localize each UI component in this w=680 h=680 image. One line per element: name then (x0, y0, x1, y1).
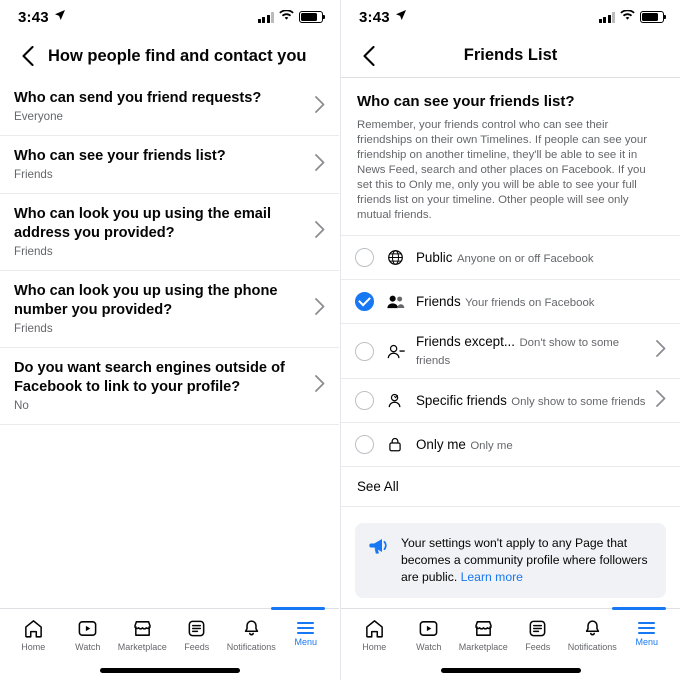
option-friends-except[interactable] (341, 324, 680, 379)
tab-label: Notifications (567, 641, 617, 652)
person-minus-icon (384, 343, 406, 360)
tab-menu[interactable] (620, 622, 675, 647)
chevron-right-icon (315, 298, 325, 320)
person-check-icon (384, 392, 406, 409)
feeds-icon (186, 618, 207, 639)
list-item-text (14, 359, 315, 413)
bell-icon (241, 618, 262, 639)
tab-notifications[interactable] (224, 618, 279, 652)
option-public[interactable] (341, 236, 680, 280)
list-item[interactable] (0, 271, 339, 348)
tab-feeds[interactable] (170, 618, 225, 652)
option-label: Friends (416, 293, 461, 309)
back-chevron-icon (22, 46, 34, 66)
option-label: Only me (416, 436, 466, 452)
status-left-group (359, 8, 407, 26)
cellular-signal-icon (258, 12, 275, 23)
back-button[interactable] (355, 42, 383, 70)
back-chevron-icon (363, 46, 375, 66)
menu-tab-indicator (612, 607, 666, 610)
chevron-right-icon (656, 390, 666, 412)
battery-icon (640, 11, 664, 23)
menu-tab-indicator (271, 607, 325, 610)
location-arrow-icon (54, 8, 66, 26)
tab-marketplace[interactable] (115, 618, 170, 652)
section-heading: Who can see your friends list? (357, 93, 575, 110)
cellular-signal-icon (599, 12, 616, 23)
tab-label: Watch (416, 641, 442, 652)
list-item-text (14, 282, 315, 336)
chevron-right-icon (315, 221, 325, 243)
option-text (416, 436, 666, 454)
list-item-text (14, 205, 315, 259)
back-button[interactable] (14, 42, 42, 70)
tab-watch[interactable] (402, 618, 457, 652)
tab-label: Marketplace (458, 641, 508, 652)
option-sublabel: Your friends on Facebook (465, 296, 595, 309)
status-right-group (599, 8, 665, 26)
section-header (341, 78, 680, 236)
home-icon (364, 618, 385, 639)
bottom-tab-bar (341, 608, 680, 660)
bell-icon (582, 618, 603, 639)
status-left-group (18, 8, 66, 26)
two-people-icon (384, 293, 406, 310)
tab-label: Watch (75, 641, 101, 652)
option-text (416, 293, 666, 311)
friends-list-privacy-panel (341, 78, 680, 608)
option-only-me[interactable] (341, 423, 680, 467)
watch-play-icon (77, 618, 98, 639)
globe-icon (384, 249, 406, 266)
home-indicator (0, 660, 339, 680)
list-item[interactable] (0, 348, 339, 425)
marketplace-store-icon (132, 618, 153, 639)
chevron-right-icon (315, 96, 325, 118)
list-item-title: Do you want search engines outside of Facebook to link to your profile? (14, 360, 285, 395)
bottom-tab-bar (0, 608, 339, 660)
wifi-icon (620, 8, 635, 26)
radio-button[interactable] (355, 391, 374, 410)
list-item-text (14, 147, 236, 182)
lock-icon (384, 436, 406, 453)
option-label: Public (416, 249, 453, 265)
page-title: How people find and contact you (48, 46, 307, 65)
option-sublabel: Only me (470, 439, 513, 452)
status-time: 3:43 (18, 8, 49, 26)
tab-label: Feeds (525, 641, 551, 652)
list-item-value: No (14, 399, 29, 412)
page-title: Friends List (463, 46, 558, 64)
wifi-icon (279, 8, 294, 26)
marketplace-store-icon (473, 618, 494, 639)
notice-body: Your settings won't apply to any Page that becomes a community profile where followers are public. (401, 536, 648, 584)
megaphone-icon (367, 535, 391, 586)
radio-button[interactable] (355, 342, 374, 361)
notice-text (401, 535, 654, 586)
tab-label: Menu (294, 636, 317, 647)
option-specific-friends[interactable] (341, 379, 680, 423)
feeds-icon (527, 618, 548, 639)
option-text (416, 392, 646, 410)
list-item[interactable] (0, 136, 339, 194)
list-item[interactable] (0, 194, 339, 271)
tab-home[interactable] (347, 618, 402, 652)
tab-watch[interactable] (61, 618, 116, 652)
list-item-value: Friends (14, 322, 53, 335)
tab-label: Home (362, 641, 387, 652)
radio-button[interactable] (355, 248, 374, 267)
option-sublabel: Only show to some friends (511, 395, 646, 408)
home-indicator (341, 660, 680, 680)
list-item-value: Everyone (14, 110, 63, 123)
option-label: Specific friends (416, 392, 507, 408)
hamburger-menu-icon (638, 622, 655, 634)
nav-bar-left (0, 34, 339, 78)
tab-feeds[interactable] (511, 618, 566, 652)
option-sublabel: Anyone on or off Facebook (456, 252, 594, 265)
location-arrow-icon (395, 8, 407, 26)
tab-notifications[interactable] (565, 618, 620, 652)
section-description: Remember, your friends control who can see their friendships on their own Timelines. If people can see your friendship on another timeline, they'll be able to see it in News Feed, search and other places on Facebook. If you set this to Only me, only you will be able to see your full friends list on your timeline. Other people will see only mutual friends. (357, 119, 647, 221)
status-bar-right (341, 0, 680, 34)
home-icon (23, 618, 44, 639)
list-item-value: Friends (14, 168, 53, 181)
list-item[interactable] (0, 78, 339, 136)
list-item-value: Friends (14, 245, 53, 258)
tab-label: Notifications (226, 641, 276, 652)
right-phone-screen (340, 0, 680, 680)
privacy-settings-list (0, 78, 339, 608)
community-profile-notice (355, 523, 666, 598)
chevron-right-icon (315, 375, 325, 397)
status-right-group (258, 8, 324, 26)
hamburger-menu-icon (297, 622, 314, 634)
list-item-title: Who can look you up using the phone number you provided? (14, 283, 278, 318)
see-all-button[interactable]: See All (341, 467, 680, 507)
list-item-title: Who can look you up using the email address you provided? (14, 206, 272, 241)
option-label: Friends except... (416, 334, 515, 349)
nav-bar-right (341, 34, 680, 78)
tab-label: Marketplace (117, 641, 167, 652)
watch-play-icon (418, 618, 439, 639)
tab-label: Menu (635, 636, 658, 647)
tab-menu[interactable] (279, 622, 334, 647)
list-item-title: Who can see your friends list? (14, 148, 226, 164)
list-item-text (14, 89, 271, 124)
chevron-right-icon (315, 154, 325, 176)
learn-more-link[interactable]: Learn more (460, 570, 523, 584)
tab-marketplace[interactable] (456, 618, 511, 652)
status-bar-left (0, 0, 339, 34)
battery-icon (299, 11, 323, 23)
option-text (416, 249, 666, 267)
list-item-title: Who can send you friend requests? (14, 90, 262, 106)
tab-home[interactable] (6, 618, 61, 652)
radio-button[interactable] (355, 292, 374, 311)
option-friends[interactable] (341, 280, 680, 324)
chevron-right-icon (656, 340, 666, 362)
tab-label: Feeds (184, 641, 210, 652)
status-time: 3:43 (359, 8, 390, 26)
tab-label: Home (21, 641, 46, 652)
option-sublabel: Don't show to some friends (416, 337, 620, 367)
radio-button[interactable] (355, 435, 374, 454)
option-text (416, 333, 646, 369)
